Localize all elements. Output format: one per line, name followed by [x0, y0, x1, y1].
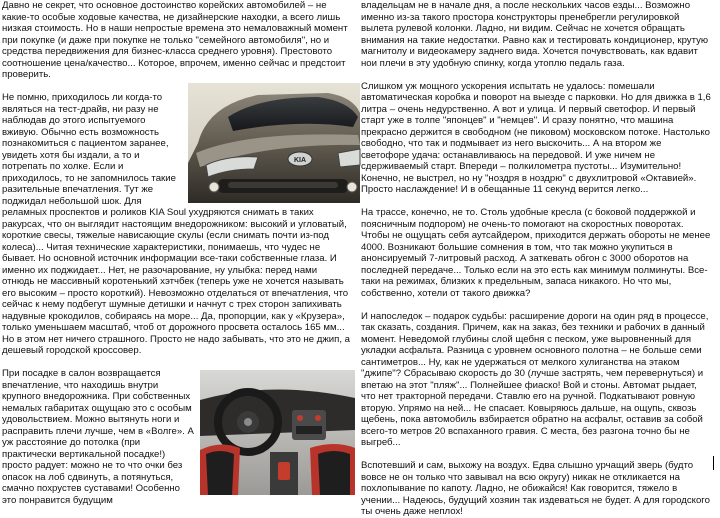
- paragraph-highway: На трассе, конечно, не то. Столь удобные кресла (с боковой поддержкой и поясничным подпором) не очень-то помогают на скоростных поворотах. Чтобы не ощущать себя аутсайдером, приходится держать обороты не менее 4000. Возникают большие сомнения в том, что так можно укупиться в анонсируемый 7-литровый расход. А заткевать обгон с 3000 оборотов на последней передаче... Только если на это есть как минимум полминуты. Все-таки на режимах, близких к предельным, запаса никакого. Но что мы, собственно, хотели от такого движка?: [361, 207, 711, 299]
- paragraph-gravel: И напоследок – подарок судьбы: расширение дороги на один ряд в процессе, так сказать, создания. Причем, как на заказ, без техники и рабочих в данный момент. Неведомой глубины слой щебня с песком, уже выровненный для укладки асфальта. Разница с уровнем основного полотна – не больше семи сантиметров... Ну, как не удержаться от мелкого хулиганства на этаком "джипе"? Сбрасываю скорость до 30 (лучше застрять, чем перевернуться) и впетаю на этот "пляж"... Полнейшее фиаско! Вой и стоны. Автомат рыдает, что нет тракторной передачи. Ставлю его на ручной. Подкатывают ровную вторую. Упрямо на ней... Не спасает. Ковыряюсь дальше, на ощупь, сквозь щебень, пока автомобиль взбирается обратно на асфальт, оставив за собой всего-то метров 20 вспаханного гравия. С места, без разгона точно бы не выгреб...: [361, 310, 709, 448]
- paragraph-acceleration: Слишком уж мощного ускорения испытать не удалось: помешали автоматическая коробка и поворот на выезде с парковки. Но для движка в 1,6 литра – очень недурственно. А вот и улица. И первый светофор. И первый старт уже в толпе "японцев" и "немцев". И сразу понятно, что машина прекрасно держится в свободном (не пиковом) московском потоке. Настолько свободно, что так и подмывает из него выскочить... А на втором же светофоре удача: останавливаюсь на передовой. И уже ничем не сдерживаемый старт. Впереди – полкилометра пустоты... Изумительно! Конечно, не выстрел, но ну "ноздря в ноздрю" с двухлитровой «Октавией». Просто наслаждение! И в обещанные 11 секунд верится легко...: [361, 80, 711, 195]
- car-interior-photo: [200, 370, 355, 495]
- paragraph-conclusion: Вспотевший и сам, выхожу на воздух. Едва слышно урчащий зверь (будто вовсе не он только что завывал на всю округу) никак не откликается на похлопывание по капоту. Ладно, не обижайся! Как говорится, тяжело в учении... Надеюсь, будущий хозяин так издеваться не будет. А для городского ты очень даже неплох!: [361, 460, 710, 517]
- paragraph-owners: владельцам не в начале дня, а после нескольких часов езды... Возможно именно из-за такого простора конструкторы пренебрегли регулировкой вылета рулевой колонки. Ладно, ни видим. Сейчас не хочется обращать внимания на такие недостатки. Равно как и тестировать кондиционер, крутую магнитолу и видеокамеру заднего вида. Хочется почувствовать, как вдавит нои плечи в эту удобную спинку, когда утоплю педаль газа.: [361, 0, 709, 69]
- car-front-photo: [188, 83, 360, 203]
- svg-text:KIA: KIA: [293, 156, 307, 164]
- paragraph-interior: При посадке в салон возвращается впечатление, что находишь внутри крупного внедорожника. При собственных немалых габаритах ощущаю это с особым удовольствием. Можно вытянуть ноги и расправить плечи лучше, чем в «Волге». А уж расстояние до потолка (при практически вертикальной посадке!) просто радует: можно не то что очки без опасок на лоб сдвинуть, а потянуться, смачно похрустев суставами! Особенно это понравится будущим: [2, 368, 194, 506]
- paragraph-intro: Давно не секрет, что основное достоинство корейских автомобилей – не какие-то особые ходовые качества, не дизайнерские находки, а всего лишь низкая стоимость. Но в наши непростые времена это немаловажный момент при покупке (и даже при покупке не только "семейного автомобиля", но и средства передвижения для бизнес-класса среднего уровня). Престовото соотношение цена/качество... Которое, впрочем, именно сейчас и предстоит проверить.: [2, 0, 348, 80]
- right-column: [361, 0, 711, 517]
- text-cursor: [713, 456, 714, 470]
- left-column: [2, 0, 352, 506]
- paragraph-first-impression: Не помню, приходилось ли когда-то являться на тест-драйв, ни разу не наблюдав до этого испытуемого вживую. Обычно есть возможность познакомиться с пациентом заранее, увидеть хотя бы издали, а то и потрепать по холке. Если и приходилось, то не запомнилось такие разительные впечатления. Тут же поджидал небольшой шок. Для реламных проспектов и роликов KIA Soul ухудряются снимать в таких ракурсах, что он выглядит настоящим внедорожником: высокий и угловатый, короткие свесы, тяжелые нависающие скулы (если снимать почти из-под колеса)... Читая технические характеристики, понимаешь, что чудес не бывает. Но основной источник информации все-таки собственные глаза. И именно их поджидает... Нет, не разочарование, ну улыбка: перед нами отнюдь не массивный коротенький хэтчбек (теперь уже не хочется называть его высоким – просто короткий). Невозможно отделаться от впечатления, что сейчас к нему подбегут шумные детишки и начнут с трех сторон запихивать надувные крокодилов, собираясь на море... Да, пропорции, как у «Крузера», только уменьшаем масштаб, чтоб от дорожного просвета осталось 165 мм... Но в этом нет ничего страшного. Просто не надо забывать, что это не джип, а дешевый городской кроссовер.: [2, 92, 350, 356]
